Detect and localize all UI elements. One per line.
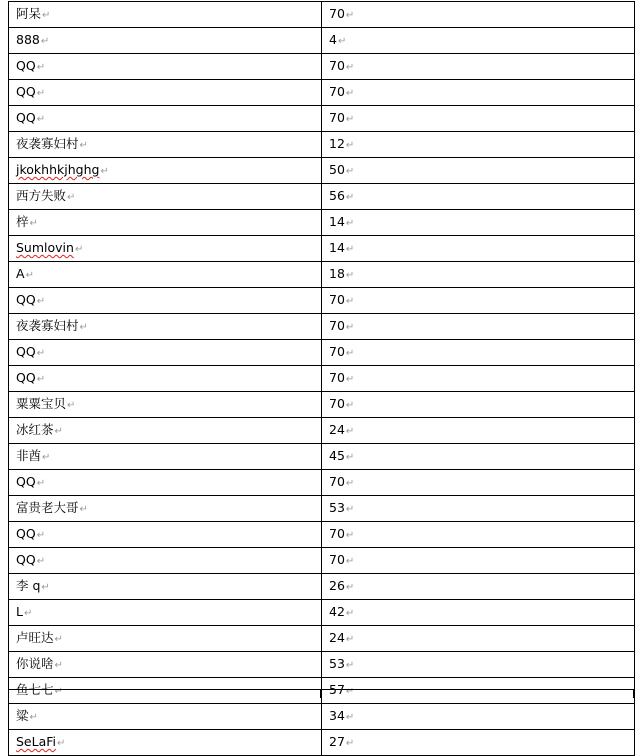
name-cell[interactable] xyxy=(9,340,322,366)
table-row xyxy=(9,496,635,522)
name-cell[interactable] xyxy=(9,730,322,756)
name-text: QQ xyxy=(16,58,36,73)
paragraph-mark-icon: ↵ xyxy=(100,166,109,177)
name-cell[interactable] xyxy=(9,704,322,730)
score-cell[interactable] xyxy=(322,444,635,470)
name-cell[interactable] xyxy=(9,652,322,678)
score-text: 70 xyxy=(329,370,345,385)
score-text: 70 xyxy=(329,318,345,333)
score-text: 26 xyxy=(329,578,345,593)
name-cell[interactable] xyxy=(9,314,322,340)
table-row xyxy=(9,392,635,418)
paragraph-mark-icon: ↵ xyxy=(345,374,355,385)
paragraph-mark-icon: ↵ xyxy=(345,530,355,541)
paragraph-mark-icon: ↵ xyxy=(345,10,355,21)
paragraph-mark-icon: ↵ xyxy=(345,504,355,515)
table-row xyxy=(9,132,635,158)
name-text: jkokhhkjhghg xyxy=(16,162,100,177)
name-text: 粟粟宝贝 xyxy=(16,396,67,411)
table-row xyxy=(9,54,635,80)
paragraph-mark-icon: ↵ xyxy=(345,296,355,307)
table-border xyxy=(8,690,9,698)
paragraph-mark-icon: ↵ xyxy=(36,296,46,307)
name-text: 西方失败 xyxy=(16,188,67,203)
name-cell[interactable] xyxy=(9,626,322,652)
score-cell[interactable] xyxy=(322,54,635,80)
paragraph-mark-icon: ↵ xyxy=(345,140,355,151)
score-text: 24 xyxy=(329,422,345,437)
table-row xyxy=(9,626,635,652)
name-cell[interactable] xyxy=(9,418,322,444)
score-cell[interactable] xyxy=(322,392,635,418)
score-text: 24 xyxy=(329,630,345,645)
score-text: 70 xyxy=(329,84,345,99)
paragraph-mark-icon: ↵ xyxy=(41,582,50,593)
score-cell[interactable] xyxy=(322,340,635,366)
name-text: QQ xyxy=(16,110,36,125)
name-text: 非酋 xyxy=(16,448,42,463)
paragraph-mark-icon: ↵ xyxy=(345,582,355,593)
name-cell[interactable] xyxy=(9,2,322,28)
table-row xyxy=(9,340,635,366)
name-score-table xyxy=(8,1,635,756)
table-row xyxy=(9,730,635,756)
score-cell[interactable] xyxy=(322,548,635,574)
score-cell[interactable] xyxy=(322,418,635,444)
paragraph-mark-icon: ↵ xyxy=(345,192,355,203)
score-text: 70 xyxy=(329,110,345,125)
name-cell[interactable] xyxy=(9,574,322,600)
paragraph-mark-icon: ↵ xyxy=(40,36,50,47)
paragraph-mark-icon: ↵ xyxy=(345,686,355,697)
score-text: 18 xyxy=(329,266,345,281)
table-row xyxy=(9,366,635,392)
table-border xyxy=(633,690,634,698)
name-cell[interactable] xyxy=(9,444,322,470)
paragraph-mark-icon: ↵ xyxy=(345,348,355,359)
name-text: QQ xyxy=(16,552,36,567)
name-text: QQ xyxy=(16,344,36,359)
name-cell[interactable] xyxy=(9,158,322,184)
paragraph-mark-icon: ↵ xyxy=(345,244,355,255)
table-row xyxy=(9,548,635,574)
score-text: 70 xyxy=(329,6,345,21)
score-cell[interactable] xyxy=(322,652,635,678)
name-text: A xyxy=(16,266,25,281)
score-text: 50 xyxy=(329,162,345,177)
name-text: Sumlovin xyxy=(16,240,74,255)
score-cell[interactable] xyxy=(322,522,635,548)
name-cell[interactable] xyxy=(9,132,322,158)
name-cell[interactable] xyxy=(9,522,322,548)
paragraph-mark-icon: ↵ xyxy=(345,166,355,177)
paragraph-mark-icon: ↵ xyxy=(345,114,355,125)
table-row xyxy=(9,262,635,288)
name-text: 冰红茶 xyxy=(16,422,54,437)
name-cell[interactable] xyxy=(9,470,322,496)
score-cell[interactable] xyxy=(322,366,635,392)
paragraph-mark-icon: ↵ xyxy=(345,556,355,567)
table-row xyxy=(9,314,635,340)
score-text: 34 xyxy=(329,708,345,723)
name-cell[interactable] xyxy=(9,236,322,262)
name-text: 鱼七七 xyxy=(16,682,54,697)
paragraph-mark-icon: ↵ xyxy=(36,114,46,125)
table-row xyxy=(9,444,635,470)
paragraph-mark-icon: ↵ xyxy=(79,322,88,333)
score-text: 12 xyxy=(329,136,345,151)
score-cell[interactable] xyxy=(322,704,635,730)
table-row xyxy=(9,600,635,626)
table-row xyxy=(9,106,635,132)
paragraph-mark-icon: ↵ xyxy=(345,738,355,749)
name-cell[interactable] xyxy=(9,600,322,626)
paragraph-mark-icon: ↵ xyxy=(345,322,355,333)
name-text: QQ xyxy=(16,526,36,541)
paragraph-mark-icon: ↵ xyxy=(36,348,46,359)
name-cell[interactable] xyxy=(9,496,322,522)
name-cell[interactable] xyxy=(9,392,322,418)
paragraph-mark-icon: ↵ xyxy=(36,88,46,99)
score-text: 4 xyxy=(329,32,337,47)
name-text: 夜袭寡妇村 xyxy=(16,318,79,333)
score-text: 14 xyxy=(329,240,345,255)
name-text: QQ xyxy=(16,292,36,307)
score-cell[interactable] xyxy=(322,496,635,522)
score-cell[interactable] xyxy=(322,106,635,132)
paragraph-mark-icon: ↵ xyxy=(36,62,46,73)
score-cell[interactable] xyxy=(322,600,635,626)
paragraph-mark-icon: ↵ xyxy=(67,192,76,203)
score-cell[interactable] xyxy=(322,288,635,314)
paragraph-mark-icon: ↵ xyxy=(29,218,38,229)
score-text: 56 xyxy=(329,188,345,203)
score-text: 70 xyxy=(329,344,345,359)
score-text: 14 xyxy=(329,214,345,229)
table-row xyxy=(9,210,635,236)
paragraph-mark-icon: ↵ xyxy=(54,686,63,697)
paragraph-mark-icon: ↵ xyxy=(67,400,76,411)
score-text: 42 xyxy=(329,604,345,619)
score-cell[interactable] xyxy=(322,626,635,652)
score-cell[interactable] xyxy=(322,262,635,288)
paragraph-mark-icon: ↵ xyxy=(345,608,355,619)
score-text: 53 xyxy=(329,656,345,671)
paragraph-mark-icon: ↵ xyxy=(25,270,34,281)
paragraph-mark-icon: ↵ xyxy=(36,478,46,489)
table-row-partial xyxy=(8,689,634,697)
table-row xyxy=(9,184,635,210)
score-text: 70 xyxy=(329,396,345,411)
score-text: 57 xyxy=(329,682,345,697)
score-text: 70 xyxy=(329,526,345,541)
name-cell[interactable] xyxy=(9,548,322,574)
name-cell[interactable] xyxy=(9,28,322,54)
name-text: 粱 xyxy=(16,708,29,723)
paragraph-mark-icon: ↵ xyxy=(79,140,88,151)
score-cell[interactable] xyxy=(322,574,635,600)
name-cell[interactable] xyxy=(9,184,322,210)
paragraph-mark-icon: ↵ xyxy=(36,530,46,541)
score-cell[interactable] xyxy=(322,158,635,184)
table-row xyxy=(9,470,635,496)
name-text: 夜袭寡妇村 xyxy=(16,136,79,151)
name-text: L xyxy=(16,604,23,619)
score-text: 70 xyxy=(329,552,345,567)
score-cell[interactable] xyxy=(322,236,635,262)
name-text: QQ xyxy=(16,474,36,489)
table-row xyxy=(9,158,635,184)
paragraph-mark-icon: ↵ xyxy=(345,478,355,489)
table-row xyxy=(9,28,635,54)
name-cell[interactable] xyxy=(9,54,322,80)
paragraph-mark-icon: ↵ xyxy=(74,244,84,255)
table-row xyxy=(9,652,635,678)
name-text: 888 xyxy=(16,32,40,47)
score-cell[interactable] xyxy=(322,28,635,54)
table-body xyxy=(9,2,635,756)
name-text: 卢旺达 xyxy=(16,630,54,645)
table-row xyxy=(9,574,635,600)
name-cell[interactable] xyxy=(9,366,322,392)
score-text: 70 xyxy=(329,474,345,489)
table-border xyxy=(320,690,321,698)
table-row xyxy=(9,704,635,730)
table-row xyxy=(9,418,635,444)
paragraph-mark-icon: ↵ xyxy=(345,88,355,99)
name-cell[interactable] xyxy=(9,80,322,106)
score-text: 53 xyxy=(329,500,345,515)
paragraph-mark-icon: ↵ xyxy=(57,738,66,749)
name-text: QQ xyxy=(16,84,36,99)
name-cell[interactable] xyxy=(9,106,322,132)
document-page xyxy=(8,1,634,756)
name-text: 梓 xyxy=(16,214,29,229)
score-text: 45 xyxy=(329,448,345,463)
paragraph-mark-icon: ↵ xyxy=(42,10,51,21)
paragraph-mark-icon: ↵ xyxy=(54,426,63,437)
paragraph-mark-icon: ↵ xyxy=(337,36,347,47)
table-row xyxy=(9,80,635,106)
paragraph-mark-icon: ↵ xyxy=(29,712,38,723)
table-row xyxy=(9,2,635,28)
name-text: 李 q xyxy=(16,578,41,593)
name-cell[interactable] xyxy=(9,288,322,314)
score-cell[interactable] xyxy=(322,730,635,756)
name-text: SeLaFi xyxy=(16,734,57,749)
paragraph-mark-icon: ↵ xyxy=(54,660,63,671)
paragraph-mark-icon: ↵ xyxy=(345,218,355,229)
table-row xyxy=(9,236,635,262)
score-cell[interactable] xyxy=(322,80,635,106)
score-text: 70 xyxy=(329,58,345,73)
name-text: 阿呆 xyxy=(16,6,42,21)
paragraph-mark-icon: ↵ xyxy=(345,62,355,73)
score-cell[interactable] xyxy=(322,184,635,210)
paragraph-mark-icon: ↵ xyxy=(345,270,355,281)
paragraph-mark-icon: ↵ xyxy=(345,400,355,411)
paragraph-mark-icon: ↵ xyxy=(345,712,355,723)
table-row xyxy=(9,288,635,314)
paragraph-mark-icon: ↵ xyxy=(345,660,355,671)
paragraph-mark-icon: ↵ xyxy=(36,556,46,567)
paragraph-mark-icon: ↵ xyxy=(79,504,88,515)
paragraph-mark-icon: ↵ xyxy=(36,374,46,385)
score-cell[interactable] xyxy=(322,132,635,158)
name-text: 你说啥 xyxy=(16,656,54,671)
score-text: 70 xyxy=(329,292,345,307)
score-cell[interactable] xyxy=(322,2,635,28)
score-cell[interactable] xyxy=(322,314,635,340)
name-cell[interactable] xyxy=(9,210,322,236)
paragraph-mark-icon: ↵ xyxy=(42,452,51,463)
score-text: 27 xyxy=(329,734,345,749)
name-text: QQ xyxy=(16,370,36,385)
name-text: 富贵老大哥 xyxy=(16,500,79,515)
paragraph-mark-icon: ↵ xyxy=(345,426,355,437)
table-row xyxy=(9,522,635,548)
paragraph-mark-icon: ↵ xyxy=(23,608,33,619)
score-cell[interactable] xyxy=(322,470,635,496)
paragraph-mark-icon: ↵ xyxy=(54,634,63,645)
score-cell[interactable] xyxy=(322,210,635,236)
paragraph-mark-icon: ↵ xyxy=(345,634,355,645)
paragraph-mark-icon: ↵ xyxy=(345,452,355,463)
name-cell[interactable] xyxy=(9,262,322,288)
